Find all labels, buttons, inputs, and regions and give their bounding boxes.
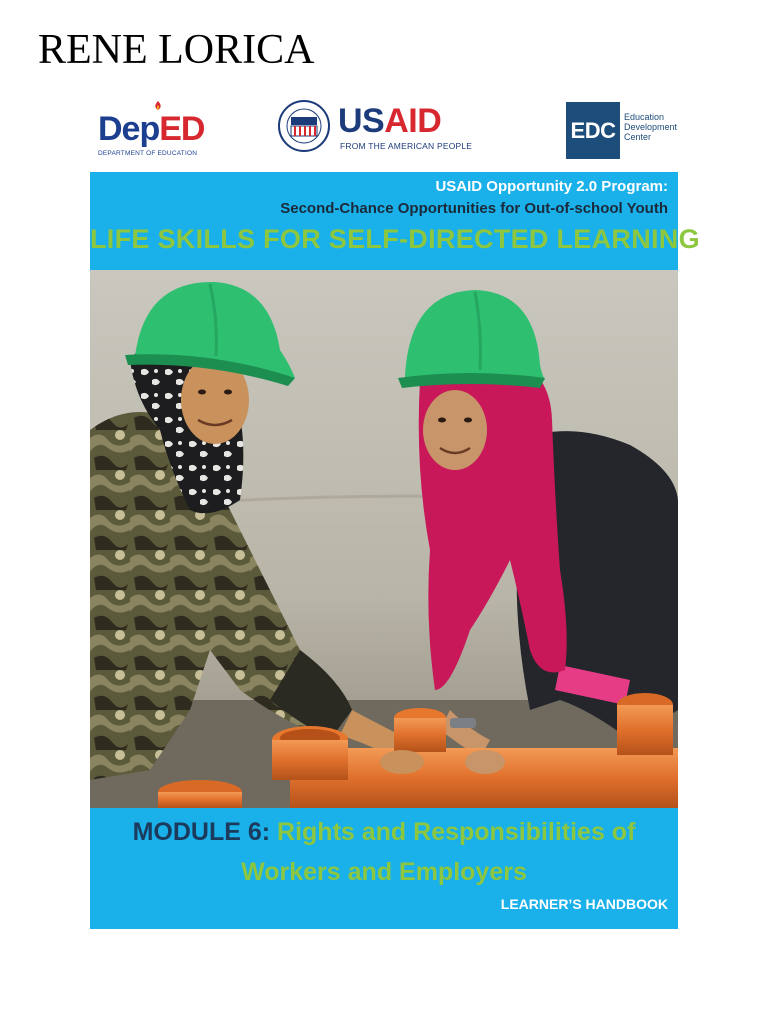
edc-name — [624, 112, 694, 142]
usaid-seal-icon — [278, 100, 330, 152]
series-title: LIFE SKILLS FOR SELF-DIRECTED LEARNING — [90, 224, 700, 254]
module-title-part2: Workers and Employers — [241, 858, 527, 886]
module-title-part1: Rights and Responsibilities of — [277, 818, 636, 846]
edc-line-1: Education — [624, 112, 665, 122]
edc-line-2: Development — [624, 122, 678, 132]
module-heading — [90, 818, 678, 847]
deped-subtitle: DEPARTMENT OF EDUCATION — [98, 150, 198, 157]
logo-bar — [0, 92, 768, 164]
author-name: RENE LORICA — [38, 27, 315, 73]
program-title: USAID Opportunity 2.0 Program: — [435, 178, 668, 195]
edc-logo — [566, 102, 696, 160]
deped-word-ed: ED — [159, 110, 205, 148]
usaid-wordmark — [338, 104, 441, 138]
program-subtitle: Second-Chance Opportunities for Out-of-school Youth — [280, 200, 668, 217]
usaid-word-us: US — [338, 102, 385, 140]
usaid-logo — [278, 96, 473, 160]
deped-logo — [98, 98, 218, 160]
module-label: MODULE 6: — [132, 818, 271, 846]
photo-illustration — [90, 270, 678, 808]
usaid-subtitle: FROM THE AMERICAN PEOPLE — [340, 141, 473, 151]
edc-box: EDC — [566, 102, 620, 159]
deped-word-dep: Dep — [98, 110, 160, 148]
cover-photo — [90, 270, 678, 808]
handbook-label: LEARNER’S HANDBOOK — [500, 896, 668, 912]
cover-panel — [90, 172, 700, 929]
cover-header — [90, 172, 700, 270]
cover-footer — [90, 808, 678, 929]
usaid-word-aid: AID — [384, 102, 442, 140]
edc-line-3: Center — [624, 132, 652, 142]
torch-icon — [150, 100, 166, 118]
